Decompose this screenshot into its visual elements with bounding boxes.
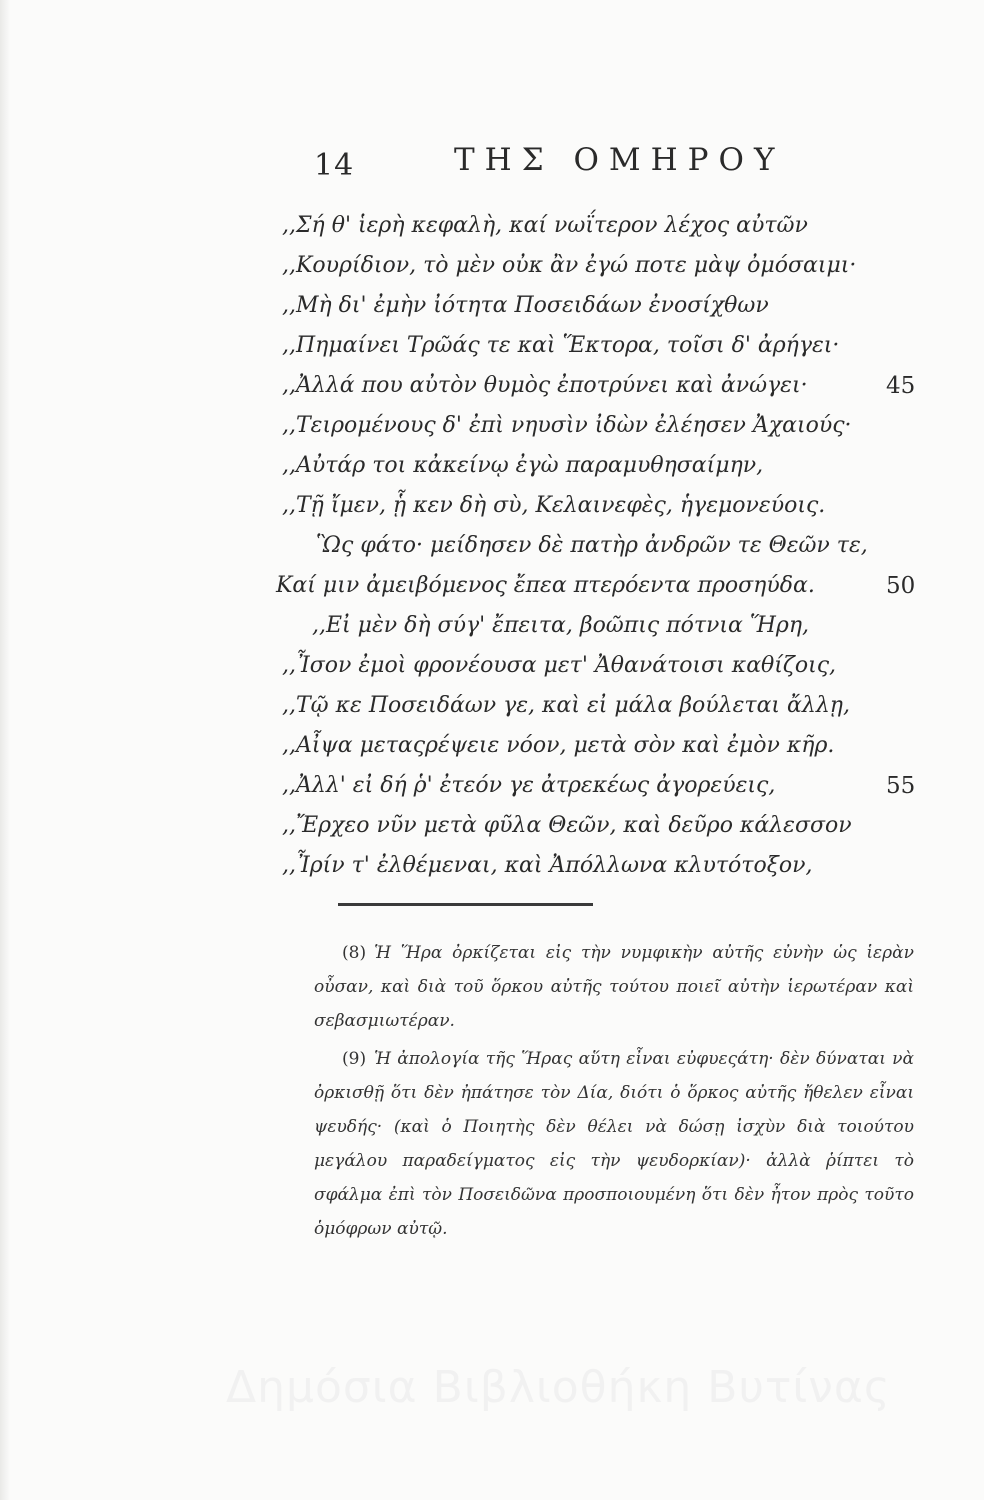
- verse-line: [276, 446, 916, 486]
- verse-line: [276, 206, 916, 246]
- verse-line: [276, 326, 916, 366]
- verse-block: [276, 206, 916, 886]
- line-number: 55: [886, 773, 916, 799]
- verse-line: [276, 366, 916, 406]
- verse-line-text: ,,Ἀλλ' εἰ δή ῥ' ἐτεόν γε ἀτρεκέως ἀγορεύεις,: [282, 773, 776, 798]
- verse-line-text: ,,Ἶσον ἐμοὶ φρονέουσα μετ' Ἀθανάτοισι καθίζοις,: [282, 653, 837, 678]
- footnote-label: (9): [342, 1049, 367, 1069]
- verse-line: [276, 526, 916, 566]
- line-number: 50: [886, 573, 916, 599]
- verse-line: [276, 846, 916, 886]
- verse-line: [276, 726, 916, 766]
- verse-line-text: Καί μιν ἀμειβόμενος ἔπεα πτερόεντα προσηύδα.: [276, 573, 815, 598]
- verse-line-text: ,,Μὴ δι' ἐμὴν ἰότητα Ποσειδάων ἐνοσίχθων: [282, 293, 769, 318]
- running-head: ΤΗΣ ΟΜΗΡΟΥ: [454, 142, 785, 178]
- verse-line-text: ,,Ἶρίν τ' ἐλθέμεναι, καὶ Ἀπόλλωνα κλυτότοξον,: [282, 853, 813, 878]
- verse-line: [276, 686, 916, 726]
- page-number: 14: [314, 148, 355, 183]
- footnote-text: Ἡ Ἥρα ὀρκίζεται εἰς τὴν νυμφικὴν αὐτῆς εὐνὴν ὡς ἱερὰν οὖσαν, καὶ διὰ τοῦ ὅρκου αὐτῆς τούτου ποιεῖ αὐτὴν ἱερωτέραν καὶ σεβασμιωτέραν.: [314, 943, 914, 1031]
- verse-line-text: ,,Εἰ μὲν δὴ σύγ' ἔπειτα, βοῶπις πότνια Ἥρη,: [312, 613, 809, 638]
- verse-line: [276, 646, 916, 686]
- footnote: [314, 936, 914, 1038]
- verse-line-text: ,,Κουρίδιον, τὸ μὲν οὐκ ἂν ἐγώ ποτε μὰψ ὀμόσαιμι·: [282, 253, 857, 278]
- line-number: 45: [886, 373, 916, 399]
- verse-line-text: ,,Τῷ κε Ποσειδάων γε, καὶ εἰ μάλα βούλεται ἄλλῃ,: [282, 693, 850, 718]
- verse-line: [276, 606, 916, 646]
- verse-line: [276, 406, 916, 446]
- footnotes: [314, 936, 914, 1250]
- verse-line: [276, 766, 916, 806]
- verse-line-text: ,,Πημαίνει Τρῶάς τε καὶ Ἕκτορα, τοῖσι δ' ἀρήγει·: [282, 333, 840, 358]
- verse-line-text: ,,Αὐτάρ τοι κἀκείνῳ ἐγὼ παραμυθησαίμην,: [282, 453, 764, 478]
- verse-line: [276, 486, 916, 526]
- verse-line: [276, 286, 916, 326]
- footnote: [314, 1042, 914, 1246]
- verse-line: [276, 806, 916, 846]
- verse-line-text: ,,Αἶψα μεταςρέψειε νόον, μετὰ σὸν καὶ ἐμὸν κῆρ.: [282, 733, 835, 758]
- verse-line-text: ,,Σή θ' ἱερὴ κεφαλὴ, καί νωΐτερον λέχος αὐτῶν: [282, 213, 808, 238]
- page-edge-shadow: [0, 0, 10, 1500]
- verse-line-text: ,,Τειρομένους δ' ἐπὶ νηυσὶν ἰδὼν ἐλέησεν Ἀχαιούς·: [282, 413, 852, 438]
- footnote-text: Ἡ ἀπολογία τῆς Ἥρας αὕτη εἶναι εὐφυεςάτη· δὲν δύναται νὰ ὀρκισθῇ ὅτι δὲν ἠπάτησε τὸν Δία, διότι ὁ ὅρκος αὐτῆς ἤθελεν εἶναι ψευδής· (καὶ ὁ Ποιητὴς δὲν θέλει νὰ δώσῃ ἰσχὺν διὰ τοιούτου μεγάλου παραδείγματος εἰς τὴν ψευδορκίαν)· ἀλλὰ ῥίπτει τὸ σφάλμα ἐπὶ τὸν Ποσειδῶνα προσποιουμένη ὅτι δὲν ἦτον πρὸς τοῦτο ὁμόφρων αὐτῷ.: [314, 1049, 914, 1239]
- verse-line-text: ,,Τῇ ἴμεν, ᾗ κεν δὴ σὺ, Κελαινεφὲς, ἡγεμονεύοις.: [282, 493, 826, 518]
- footnote-label: (8): [342, 943, 367, 963]
- verse-line-text: ,,Ἔρχεο νῦν μετὰ φῦλα Θεῶν, καὶ δεῦρο κάλεσσον: [282, 813, 852, 838]
- library-watermark: Δημόσια Βιβλιοθήκη Βυτίνας: [226, 1362, 891, 1413]
- footnote-rule: [338, 903, 593, 906]
- verse-line: [276, 246, 916, 286]
- verse-line-text: Ὣς φάτο· μείδησεν δὲ πατὴρ ἀνδρῶν τε Θεῶν τε,: [316, 533, 868, 558]
- page-header: [314, 142, 784, 182]
- verse-line: [276, 566, 916, 606]
- verse-line-text: ,,Ἀλλά που αὐτὸν θυμὸς ἐποτρύνει καὶ ἀνώγει·: [282, 373, 808, 398]
